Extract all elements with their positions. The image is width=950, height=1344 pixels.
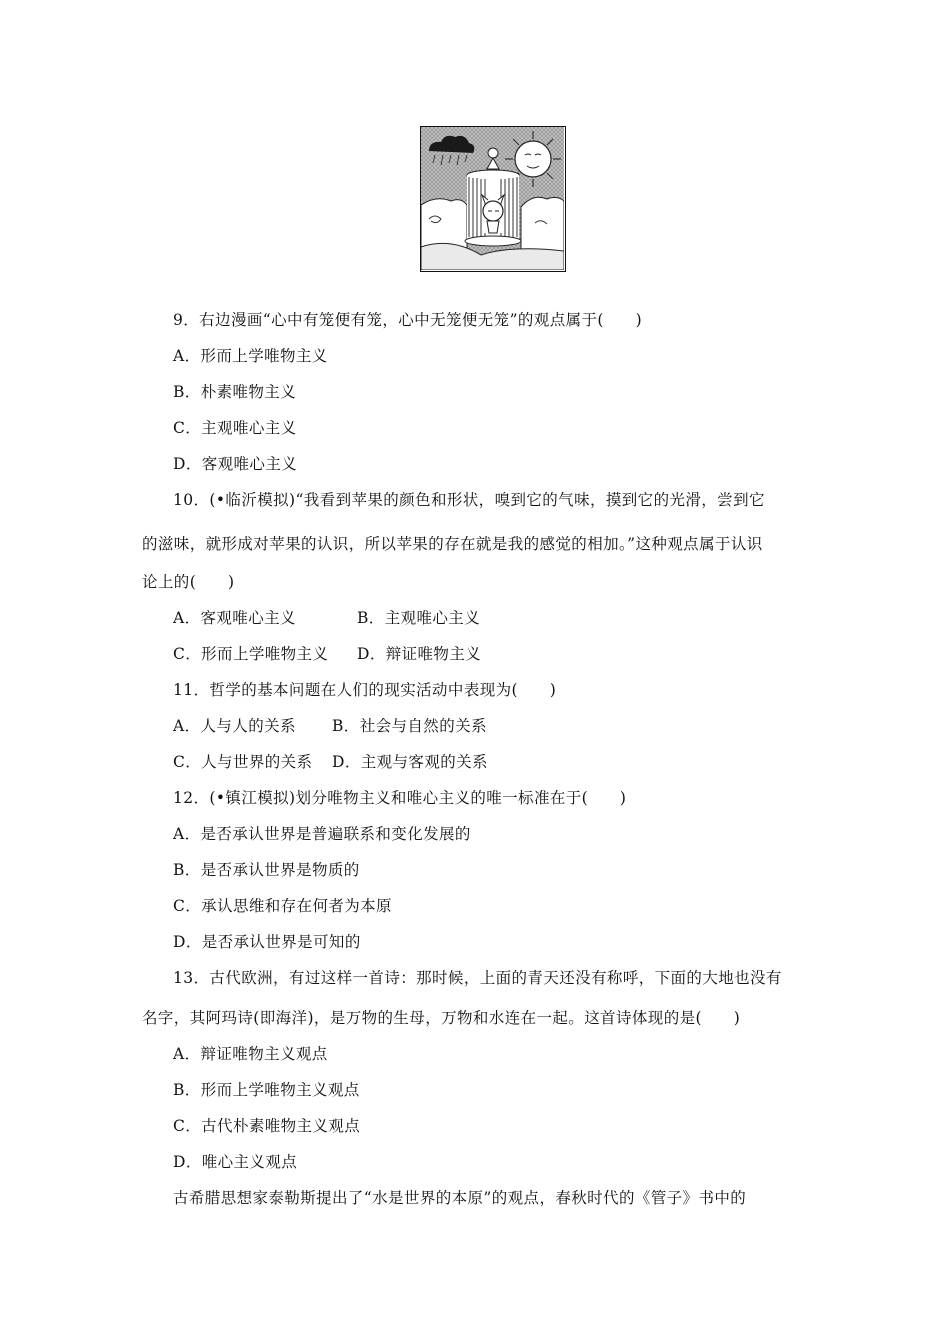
q12-stem: 12．(•镇江模拟)划分唯物主义和唯心主义的唯一标准在于( ) <box>173 789 627 807</box>
q11-option-c: C．人与世界的关系 <box>173 753 313 771</box>
q10-option-a: A．客观唯心主义 <box>173 609 296 627</box>
q13-option-b: B．形而上学唯物主义观点 <box>173 1081 360 1099</box>
q9-option-b: B．朴素唯物主义 <box>173 383 297 401</box>
q11-option-d: D．主观与客观的关系 <box>332 753 488 771</box>
q12-option-a: A．是否承认世界是普遍联系和变化发展的 <box>173 825 471 843</box>
paragraph-text: 古希腊思想家泰勒斯提出了“水是世界的本原”的观点，春秋时代的《管子》书中的 <box>173 1189 747 1207</box>
q13-stem-line-2: 名字，其阿玛诗(即海洋)，是万物的生母，万物和水连在一起。这首诗体现的是( ) <box>142 1009 741 1027</box>
q9-option-a: A．形而上学唯物主义 <box>173 347 328 365</box>
q9-stem: 9．右边漫画“心中有笼便有笼，心中无笼便无笼”的观点属于( ) <box>173 311 643 329</box>
q13-option-a: A．辩证唯物主义观点 <box>173 1045 328 1063</box>
q13-option-d: D．唯心主义观点 <box>173 1153 298 1171</box>
q9-option-d: D．客观唯心主义 <box>173 455 298 473</box>
cartoon-figure <box>420 126 566 272</box>
cartoon-caged-figure-icon <box>421 127 564 270</box>
q10-stem-line-2: 的滋味，就形成对苹果的认识，所以苹果的存在就是我的感觉的相加。”这种观点属于认识 <box>142 535 763 553</box>
q12-option-c: C．承认思维和存在何者为本原 <box>173 897 392 915</box>
q10-option-b: B．主观唯心主义 <box>357 609 481 627</box>
q10-option-c: C．形而上学唯物主义 <box>173 645 329 663</box>
q11-option-b: B．社会与自然的关系 <box>332 717 487 735</box>
q13-option-c: C．古代朴素唯物主义观点 <box>173 1117 361 1135</box>
q10-stem-line-1: 10．(•临沂模拟)“我看到苹果的颜色和形状，嗅到它的气味，摸到它的光滑，尝到它 <box>173 491 765 509</box>
q9-option-c: C．主观唯心主义 <box>173 419 297 437</box>
q11-option-a: A．人与人的关系 <box>173 717 296 735</box>
q13-stem-line-1: 13．古代欧洲，有过这样一首诗：那时候，上面的青天还没有称呼，下面的大地也没有 <box>173 969 782 987</box>
q10-stem-line-3: 论上的( ) <box>142 573 235 591</box>
q12-option-d: D．是否承认世界是可知的 <box>173 933 361 951</box>
q11-stem: 11．哲学的基本问题在人们的现实活动中表现为( ) <box>173 681 557 699</box>
q10-option-d: D．辩证唯物主义 <box>357 645 482 663</box>
q12-option-b: B．是否承认世界是物质的 <box>173 861 360 879</box>
